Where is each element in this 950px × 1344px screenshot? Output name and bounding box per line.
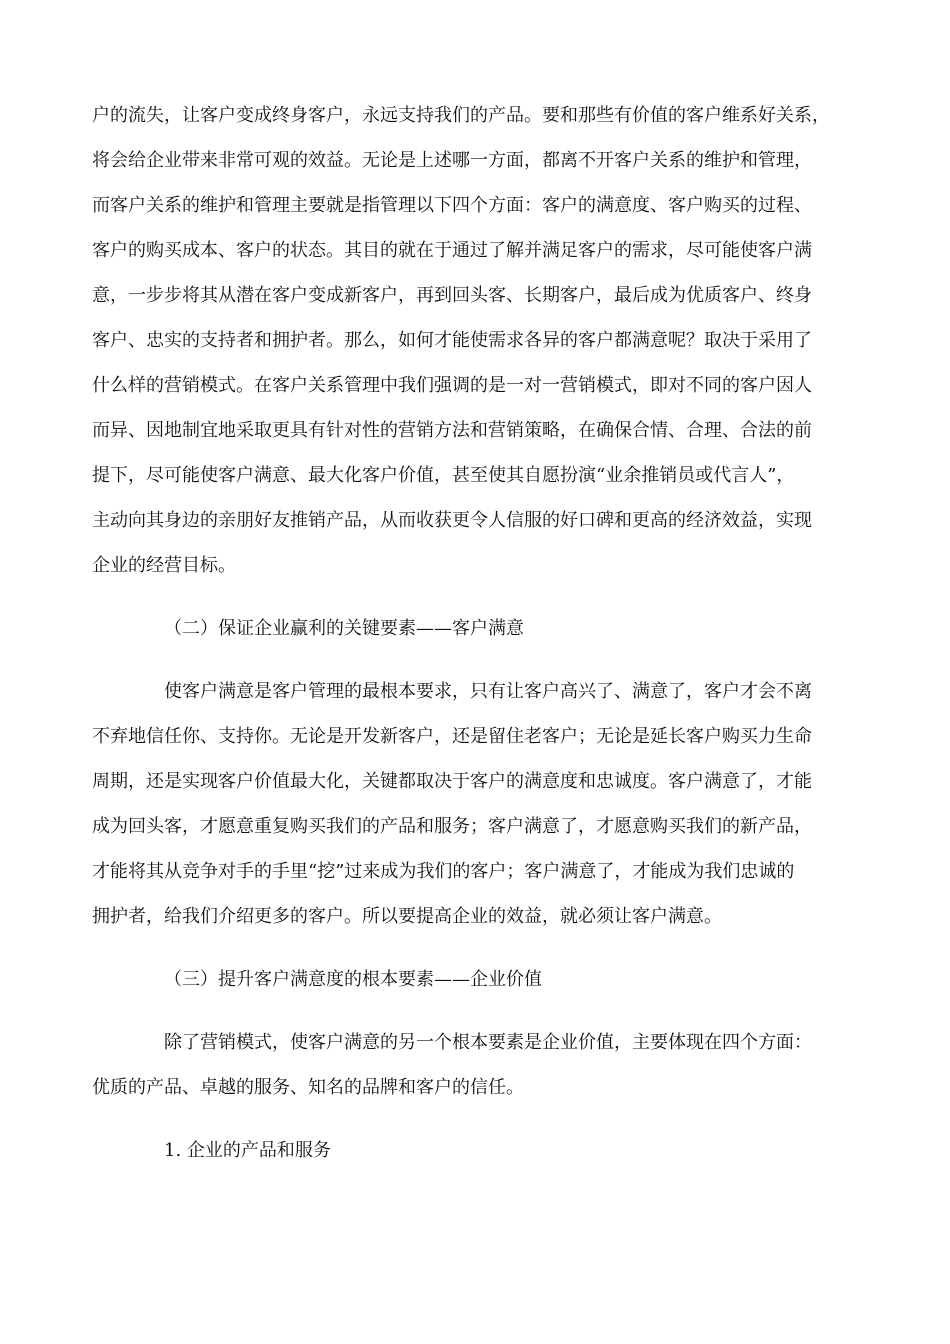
paragraph-line: 拥护者，给我们介绍更多的客户。所以要提高企业的效益，就必须让客户满意。	[92, 906, 722, 927]
paragraph-line: 户的流失，让客户变成终身客户，永远支持我们的产品。要和那些有价值的客户维系好关系，	[92, 105, 830, 126]
paragraph-line: 将会给企业带来非常可观的效益。无论是上述哪一方面，都离不开客户关系的维护和管理，	[92, 150, 812, 171]
paragraph-line: 而异、因地制宜地采取更具有针对性的营销方法和营销策略，在确保合情、合理、合法的前	[92, 420, 812, 441]
paragraph-line: 不弃地信任你、支持你。无论是开发新客户，还是留住老客户；无论是延长客户购买力生命	[92, 726, 812, 747]
paragraph-line: 客户、忠实的支持者和拥护者。那么，如何才能使需求各异的客户都满意呢？取决于采用了	[92, 330, 812, 351]
paragraph-line: 而客户关系的维护和管理主要就是指管理以下四个方面：客户的满意度、客户购买的过程、	[92, 195, 812, 216]
paragraph-line: 成为回头客，才愿意重复购买我们的产品和服务；客户满意了，才愿意购买我们的新产品，	[92, 816, 812, 837]
paragraph-line: 优质的产品、卓越的服务、知名的品牌和客户的信任。	[92, 1077, 524, 1098]
paragraph-line: 使客户满意是客户管理的最根本要求，只有让客户高兴了、满意了，客户才会不离	[164, 681, 812, 702]
paragraph-line: 提下，尽可能使客户满意、最大化客户价值，甚至使其自愿扮演“业余推销员或代言人”，	[92, 465, 795, 486]
paragraph-line: 周期，还是实现客户价值最大化，关键都取决于客户的满意度和忠诚度。客户满意了，才能	[92, 771, 812, 792]
paragraph-line: 什么样的营销模式。在客户关系管理中我们强调的是一对一营销模式，即对不同的客户因人	[92, 375, 812, 396]
paragraph-line: 主动向其身边的亲朋好友推销产品，从而收获更令人信服的好口碑和更高的经济效益，实现	[92, 510, 812, 531]
paragraph-line: 意，一步步将其从潜在客户变成新客户，再到回头客、长期客户，最后成为优质客户、终身	[92, 285, 812, 306]
paragraph-line: 才能将其从竞争对手的手里“挖”过来成为我们的客户；客户满意了，才能成为我们忠诚的	[92, 861, 795, 882]
section-heading-2: （二）保证企业赢利的关键要素——客户满意	[164, 618, 524, 639]
section-heading-3: （三）提升客户满意度的根本要素——企业价值	[164, 969, 542, 990]
paragraph-line: 客户的购买成本、客户的状态。其目的就在于通过了解并满足客户的需求，尽可能使客户满	[92, 240, 812, 261]
subsection-heading-1: 1. 企业的产品和服务	[164, 1140, 331, 1161]
paragraph-line: 企业的经营目标。	[92, 555, 236, 576]
paragraph-line: 除了营销模式，使客户满意的另一个根本要素是企业价值，主要体现在四个方面：	[164, 1032, 812, 1053]
